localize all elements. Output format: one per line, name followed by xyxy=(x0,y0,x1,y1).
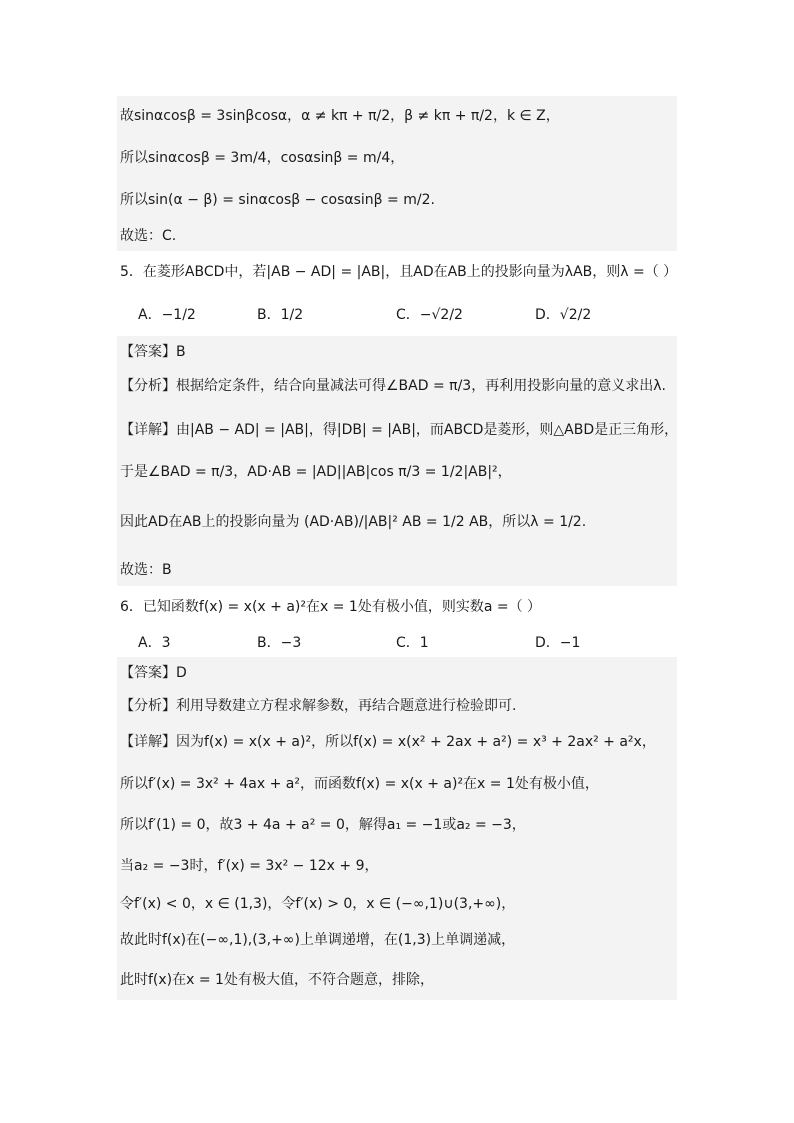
q5-option-d xyxy=(535,305,591,325)
prev-solution-line-2: 所以sinαcosβ = 3m/4，cosαsinβ = m/4， xyxy=(120,150,405,166)
q6-detail-line-4: 当a₂ = −3时，f′(x) = 3x² − 12x + 9， xyxy=(120,858,379,874)
q5-detail-line-1: 【详解】由|AB − AD| = |AB|，得|DB| = |AB|，而ABCD是菱形，则△ABD是正三角形， xyxy=(120,422,679,438)
q6-detail-line-2: 所以f′(x) = 3x² + 4ax + a²，而函数f(x) = x(x + a)²在x = 1处有极小值， xyxy=(120,776,599,792)
question-6-stem: 6．已知函数f(x) = x(x + a)²在x = 1处有极小值，则实数a =（ ） xyxy=(120,599,542,615)
option-text: 1/2 xyxy=(280,307,304,323)
option-label: A． xyxy=(138,635,162,651)
option-label: A． xyxy=(138,307,162,323)
option-text: 1 xyxy=(419,635,429,651)
q6-detail-line-5: 令f′(x) < 0，x ∈ (1,3)，令f′(x) > 0，x ∈ (−∞,1)∪(3,+∞)， xyxy=(120,896,516,912)
q6-detail-line-6: 故此时f(x)在(−∞,1),(3,+∞)上单调递增，在(1,3)上单调递减， xyxy=(120,932,516,948)
q5-detail-line-2: 于是∠BAD = π/3，AD·AB = |AD||AB|cos π/3 = 1/2|AB|²， xyxy=(120,464,512,480)
q5-option-b xyxy=(257,305,303,325)
solution-block-q5 xyxy=(117,336,677,586)
prev-solution-line-1: 故sinαcosβ = 3sinβcosα，α ≠ kπ + π/2，β ≠ kπ + π/2，k ∈ Z， xyxy=(120,108,560,124)
q5-choice: 故选：B xyxy=(120,562,172,578)
option-text: −1 xyxy=(559,635,581,651)
q6-option-c xyxy=(396,633,429,653)
prev-solution-choice: 故选：C. xyxy=(120,228,177,244)
option-label: D． xyxy=(535,307,560,323)
option-label: C． xyxy=(396,635,420,651)
option-text: √2/2 xyxy=(559,307,592,323)
option-text: −3 xyxy=(280,635,302,651)
option-text: −1/2 xyxy=(161,307,196,323)
q5-detail-line-3: 因此AD在AB上的投影向量为 (AD·AB)/|AB|² AB = 1/2 AB，所以λ = 1/2. xyxy=(120,514,587,530)
q6-detail-line-7: 此时f(x)在x = 1处有极大值，不符合题意，排除， xyxy=(120,972,434,988)
prev-solution-line-3: 所以sin(α − β) = sinαcosβ − cosαsinβ = m/2. xyxy=(120,192,435,208)
question-5-stem: 5．在菱形ABCD中，若|AB − AD| = |AB|，且AD在AB上的投影向量为λAB，则λ =（ ） xyxy=(120,264,678,280)
option-label: D． xyxy=(535,635,560,651)
option-label: C． xyxy=(396,307,420,323)
q5-option-a xyxy=(138,305,196,325)
q6-answer: 【答案】D xyxy=(120,665,187,681)
option-text: 3 xyxy=(161,635,171,651)
q5-option-c xyxy=(396,305,463,325)
q6-analysis: 【分析】利用导数建立方程求解参数，再结合题意进行检验即可. xyxy=(120,698,517,714)
q6-detail-line-3: 所以f′(1) = 0，故3 + 4a + a² = 0，解得a₁ = −1或a₂ = −3， xyxy=(120,817,526,833)
option-text: −√2/2 xyxy=(419,307,463,323)
q6-option-a xyxy=(138,633,171,653)
option-label: B． xyxy=(257,635,281,651)
q6-option-b xyxy=(257,633,301,653)
q5-analysis: 【分析】根据给定条件，结合向量减法可得∠BAD = π/3，再利用投影向量的意义求出λ. xyxy=(120,378,666,394)
q6-option-d xyxy=(535,633,580,653)
q5-answer: 【答案】B xyxy=(120,344,186,360)
q6-detail-line-1: 【详解】因为f(x) = x(x + a)²，所以f(x) = x(x² + 2ax + a²) = x³ + 2ax² + a²x， xyxy=(120,734,656,750)
option-label: B． xyxy=(257,307,281,323)
